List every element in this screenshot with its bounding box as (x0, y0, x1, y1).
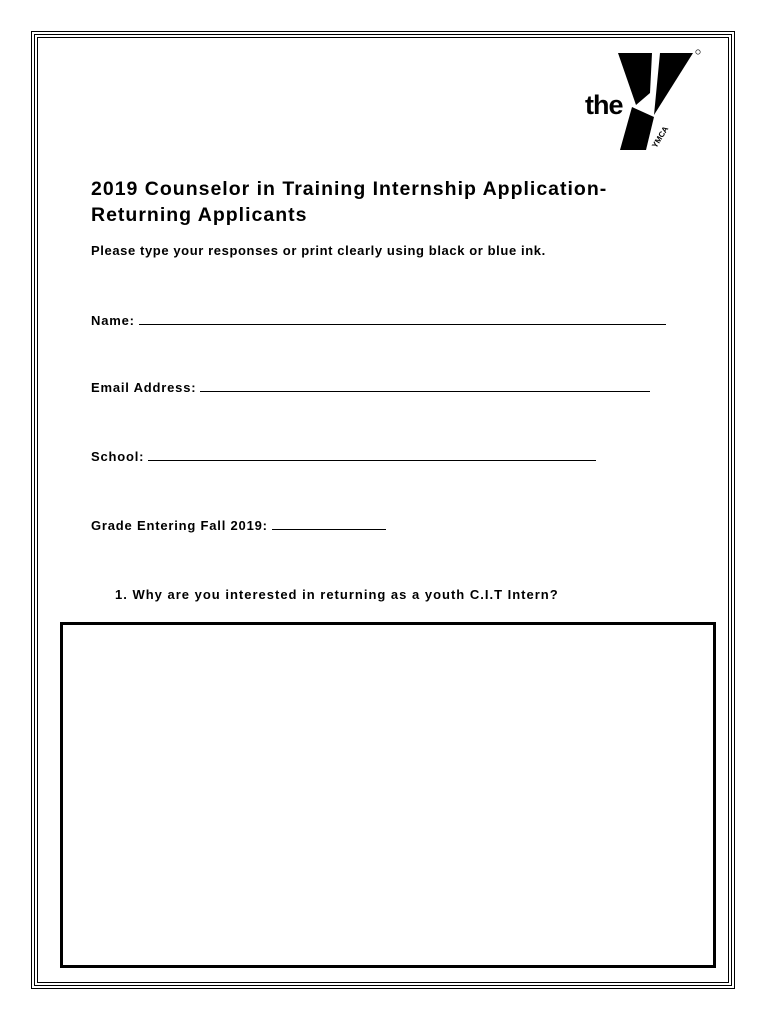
logo-the-text: the (585, 90, 623, 120)
instructions-text: Please type your responses or print clearly using black or blue ink. (91, 243, 546, 258)
grade-label: Grade Entering Fall 2019: (91, 518, 268, 533)
school-field[interactable] (91, 449, 596, 464)
email-field[interactable] (91, 380, 650, 395)
email-input-line[interactable] (200, 380, 650, 392)
question-1: 1. Why are you interested in returning as a youth C.I.T Intern? (115, 587, 559, 602)
grade-input-line[interactable] (272, 518, 386, 530)
ymca-logo-lettering: YMCA (650, 124, 671, 150)
form-title: 2019 Counselor in Training Internship Application- Returning Applicants (91, 178, 608, 226)
grade-field[interactable] (91, 518, 386, 533)
email-label: Email Address: (91, 380, 197, 395)
name-field[interactable] (91, 313, 666, 328)
ymca-y-logo-icon (580, 45, 705, 155)
name-input-line[interactable] (139, 313, 666, 325)
answer-box-1[interactable] (60, 622, 716, 968)
name-label: Name: (91, 313, 135, 328)
school-input-line[interactable] (148, 449, 596, 461)
school-label: School: (91, 449, 145, 464)
